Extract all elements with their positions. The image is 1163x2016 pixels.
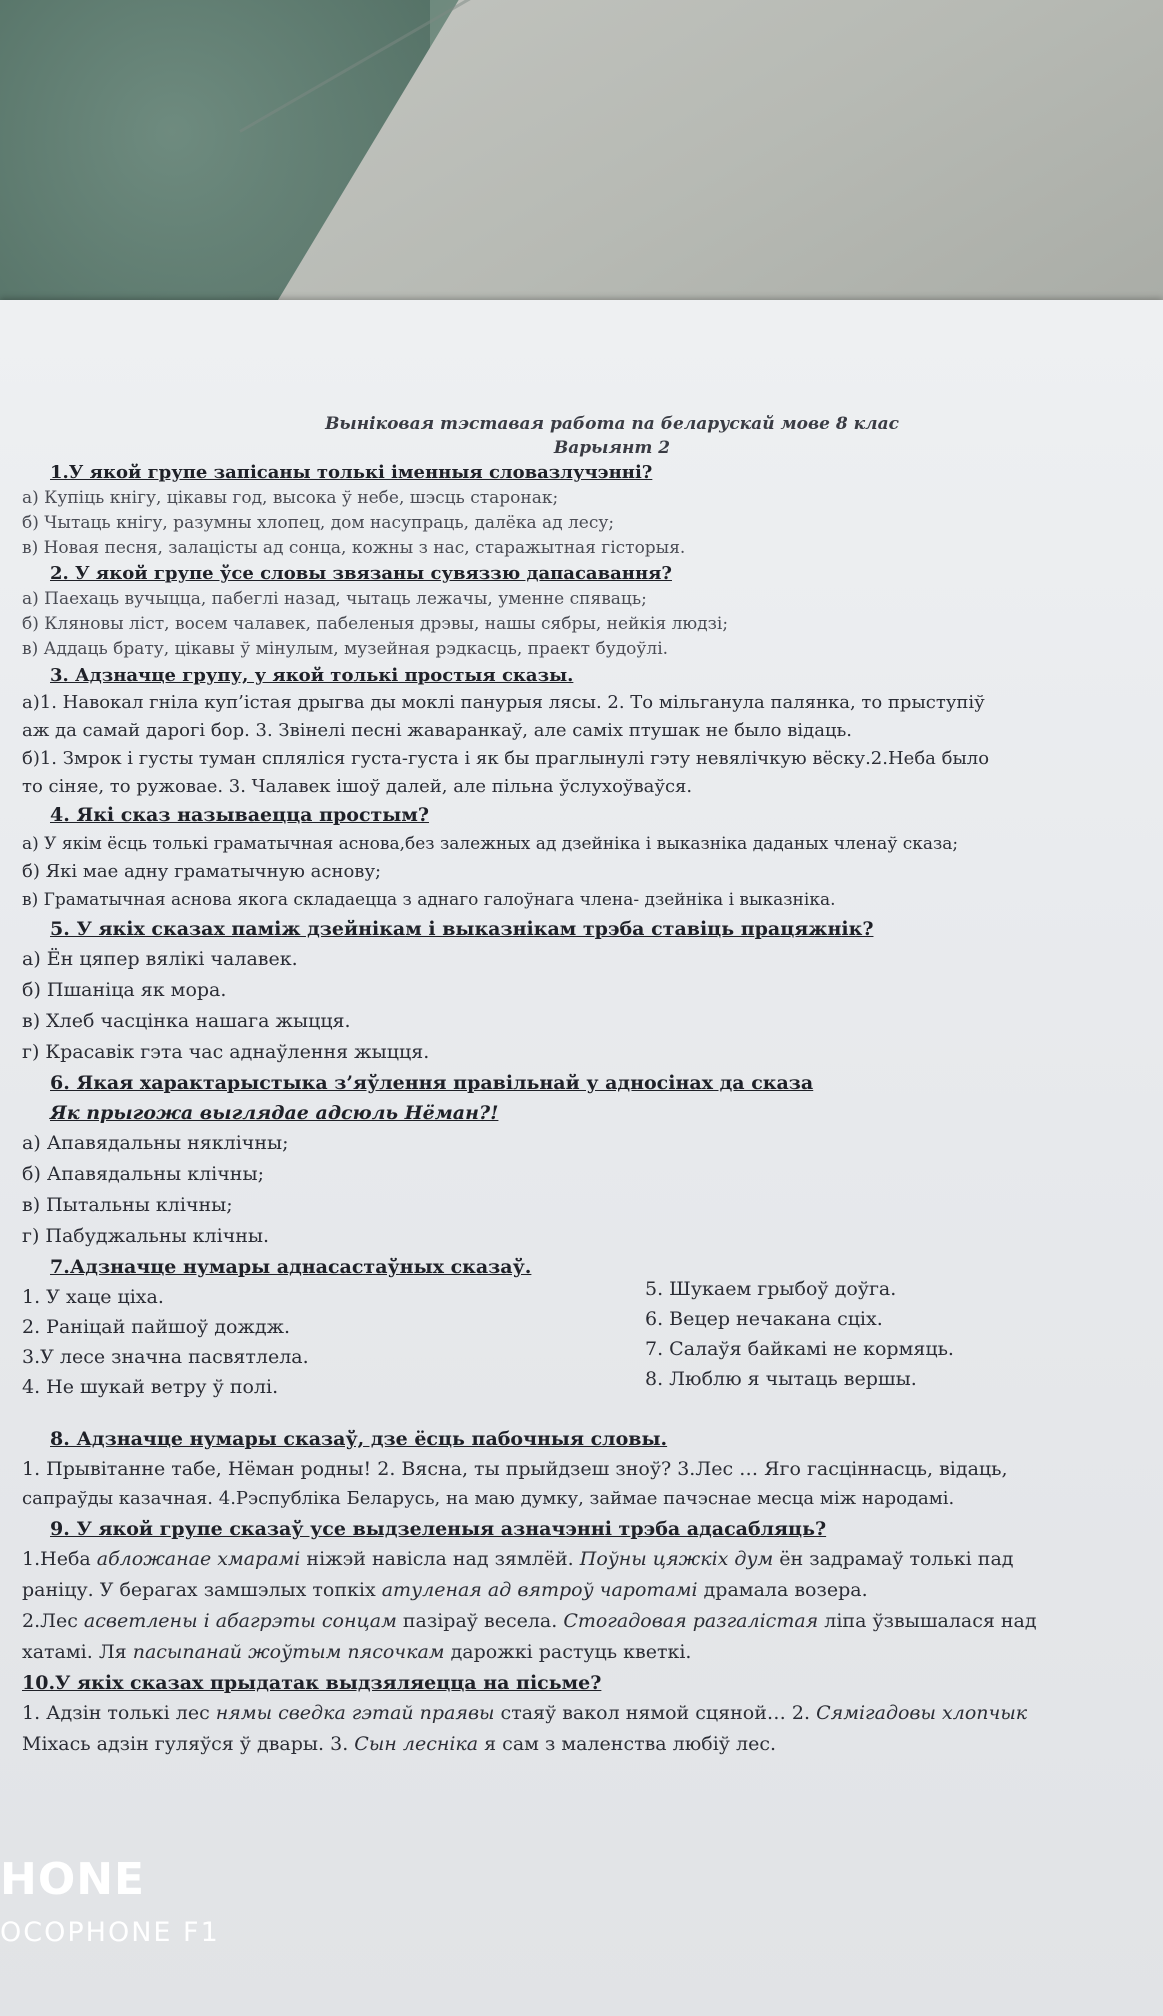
q5-option-a: а) Ён цяпер вялікі чалавек.: [22, 948, 298, 970]
q10-text-line1: 1. Адзін толькі лес нямы сведка гэтай праявы стаяў вакол нямой сцяной… 2. Сямігадовы хлопчык: [22, 1702, 1028, 1724]
question-3: 3. Адзначце групу, у якой толькі простыя сказы.: [50, 665, 574, 686]
q5-option-d: г) Красавік гэта час аднаўлення жыцця.: [22, 1041, 430, 1063]
q7-sentence-1: 1. У хаце ціха.: [22, 1286, 164, 1308]
q6-option-a: а) Апавядальны няклічны;: [22, 1132, 289, 1154]
question-8: 8. Адзначце нумары сказаў, дзе ёсць пабочныя словы.: [50, 1428, 668, 1450]
q9-text-line1: 1.Неба абложанае хмарамі ніжэй навісла над зямлёй. Поўны цяжкіх дум ён задрамаў толькі пад: [22, 1548, 1014, 1570]
q5-option-b: б) Пшаніца як мора.: [22, 979, 227, 1001]
q8-text-line1: 1. Прывітанне табе, Нёман родны! 2. Вясна, ты прыйдзеш зноў? 3.Лес … Яго гасціннасць, відаць,: [22, 1458, 1008, 1480]
q3-option-a-line1: а)1. Навокал гніла куп’істая дрыгва ды моклі панурыя лясы. 2. То мільганула палянка, то прыступіў: [22, 692, 985, 713]
document-variant: Варыянт 2: [553, 438, 671, 458]
q1-option-a: а) Купіць кнігу, цікавы год, высока ў небе, шэсць старонак;: [22, 488, 559, 508]
q8-text-line2: сапраўды казачная. 4.Рэспубліка Беларусь, на маю думку, займае пачэснае месца між народамі.: [22, 1488, 955, 1509]
q9-text-line4: хатамі. Ля пасыпанай жоўтым пясочкам дарожкі растуць кветкі.: [22, 1641, 692, 1663]
q7-sentence-3: 3.У лесе значна пасвятлела.: [22, 1346, 309, 1368]
question-6-sentence: Як прыгожа выглядае адсюль Нёман?!: [50, 1102, 499, 1124]
document-title: Выніковая тэставая работа па беларускай мове 8 клас: [325, 414, 899, 434]
question-5: 5. У якіх сказах паміж дзейнікам і выказнікам трэба ставіць працяжнік?: [50, 918, 874, 940]
q9-text-line3: 2.Лес асветлены і абагрэты сонцам пазіраў весела. Стогадовая разгалістая ліпа ўзвышалася над: [22, 1610, 1037, 1632]
q3-option-b-line2: то сіняе, то ружовае. 3. Чалавек ішоў далей, але пільна ўслухоўваўся.: [22, 776, 693, 797]
q3-option-b-line1: б)1. Змрок і густы туман спляліся густа-густа і як бы праглынулі гэту невялічкую вёску.2.Неба было: [22, 748, 990, 769]
question-7: 7.Адзначце нумары аднасастаўных сказаў.: [50, 1256, 532, 1278]
test-document: [22, 412, 1142, 1760]
q6-option-d: г) Пабуджальны клічны.: [22, 1225, 270, 1247]
q7-sentence-8: 8. Люблю я чытаць вершы.: [645, 1368, 917, 1390]
question-4: 4. Які сказ называецца простым?: [50, 804, 429, 826]
floor-background: [0, 0, 1163, 330]
question-2: 2. У якой групе ўсе словы звязаны сувяззю дапасавання?: [50, 563, 672, 584]
q2-option-b: б) Кляновы ліст, восем чалавек, пабеленыя дрэвы, нашы сябры, нейкія людзі;: [22, 614, 729, 634]
q6-option-b: б) Апавядальны клічны;: [22, 1163, 264, 1185]
q7-left-column: [22, 1282, 622, 1402]
q1-option-b: б) Чытаць кнігу, разумны хлопец, дом насупраць, далёка ад лесу;: [22, 513, 615, 533]
q7-sentence-4: 4. Не шукай ветру ў полі.: [22, 1376, 279, 1398]
q5-option-c: в) Хлеб часцінка нашага жыцця.: [22, 1010, 351, 1032]
q9-text-line2: раніцу. У берагах замшэлых топкіх атуленая ад вятроў чаротамі драмала возера.: [22, 1579, 868, 1601]
q4-option-b: б) Які мае адну граматычную аснову;: [22, 861, 382, 882]
q4-option-c: в) Граматычная аснова якога складаецца з аднаго галоўнага члена- дзейніка і выказніка.: [22, 890, 836, 910]
q2-option-c: в) Аддаць брату, цікавы ў мінулым, музейная рэдкасць, праект будоўлі.: [22, 639, 669, 659]
q7-right-column: [645, 1274, 1125, 1394]
q7-sentences: [22, 1278, 1142, 1402]
camera-watermark: [0, 1855, 220, 1953]
q10-text-line2: Міхась адзін гуляўся ў двары. 3. Сын лесніка я сам з маленства любіў лес.: [22, 1733, 777, 1755]
q2-option-a: а) Паехаць вучыцца, пабеглі назад, чытаць лежачы, уменне спяваць;: [22, 589, 647, 609]
q7-sentence-7: 7. Салаўя байкамі не кормяць.: [645, 1338, 954, 1360]
q3-option-a-line2: аж да самай дарогі бор. 3. Звінелі песні жаваранкаў, але саміх птушак не было відаць.: [22, 720, 853, 741]
question-1: 1.У якой групе запісаны толькі іменныя словазлучэнні?: [50, 462, 653, 483]
question-10: 10.У якіх сказах прыдатак выдзяляецца на пісьме?: [22, 1672, 602, 1694]
q1-option-c: в) Новая песня, залацісты ад сонца, кожны з нас, старажытная гісторыя.: [22, 538, 686, 558]
q4-option-a: а) У якім ёсць толькі граматычная аснова,без залежных ад дзейніка і выказніка даданых членаў сказа;: [22, 834, 959, 854]
question-6: 6. Якая характарыстыка з’яўлення правільнай у адносінах да сказа: [50, 1072, 814, 1094]
q6-option-c: в) Пытальны клічны;: [22, 1194, 233, 1216]
q7-sentence-2: 2. Раніцай пайшоў дождж.: [22, 1316, 291, 1338]
question-9: 9. У якой групе сказаў усе выдзеленыя азначэнні трэба адасабляць?: [50, 1518, 827, 1540]
q7-sentence-6: 6. Вецер нечакана сціх.: [645, 1308, 883, 1330]
watermark-line2: OCOPHONE F1: [0, 1917, 220, 1948]
q7-sentence-5: 5. Шукаем грыбоў доўга.: [645, 1278, 897, 1300]
watermark-line1: HONE: [0, 1854, 146, 1905]
